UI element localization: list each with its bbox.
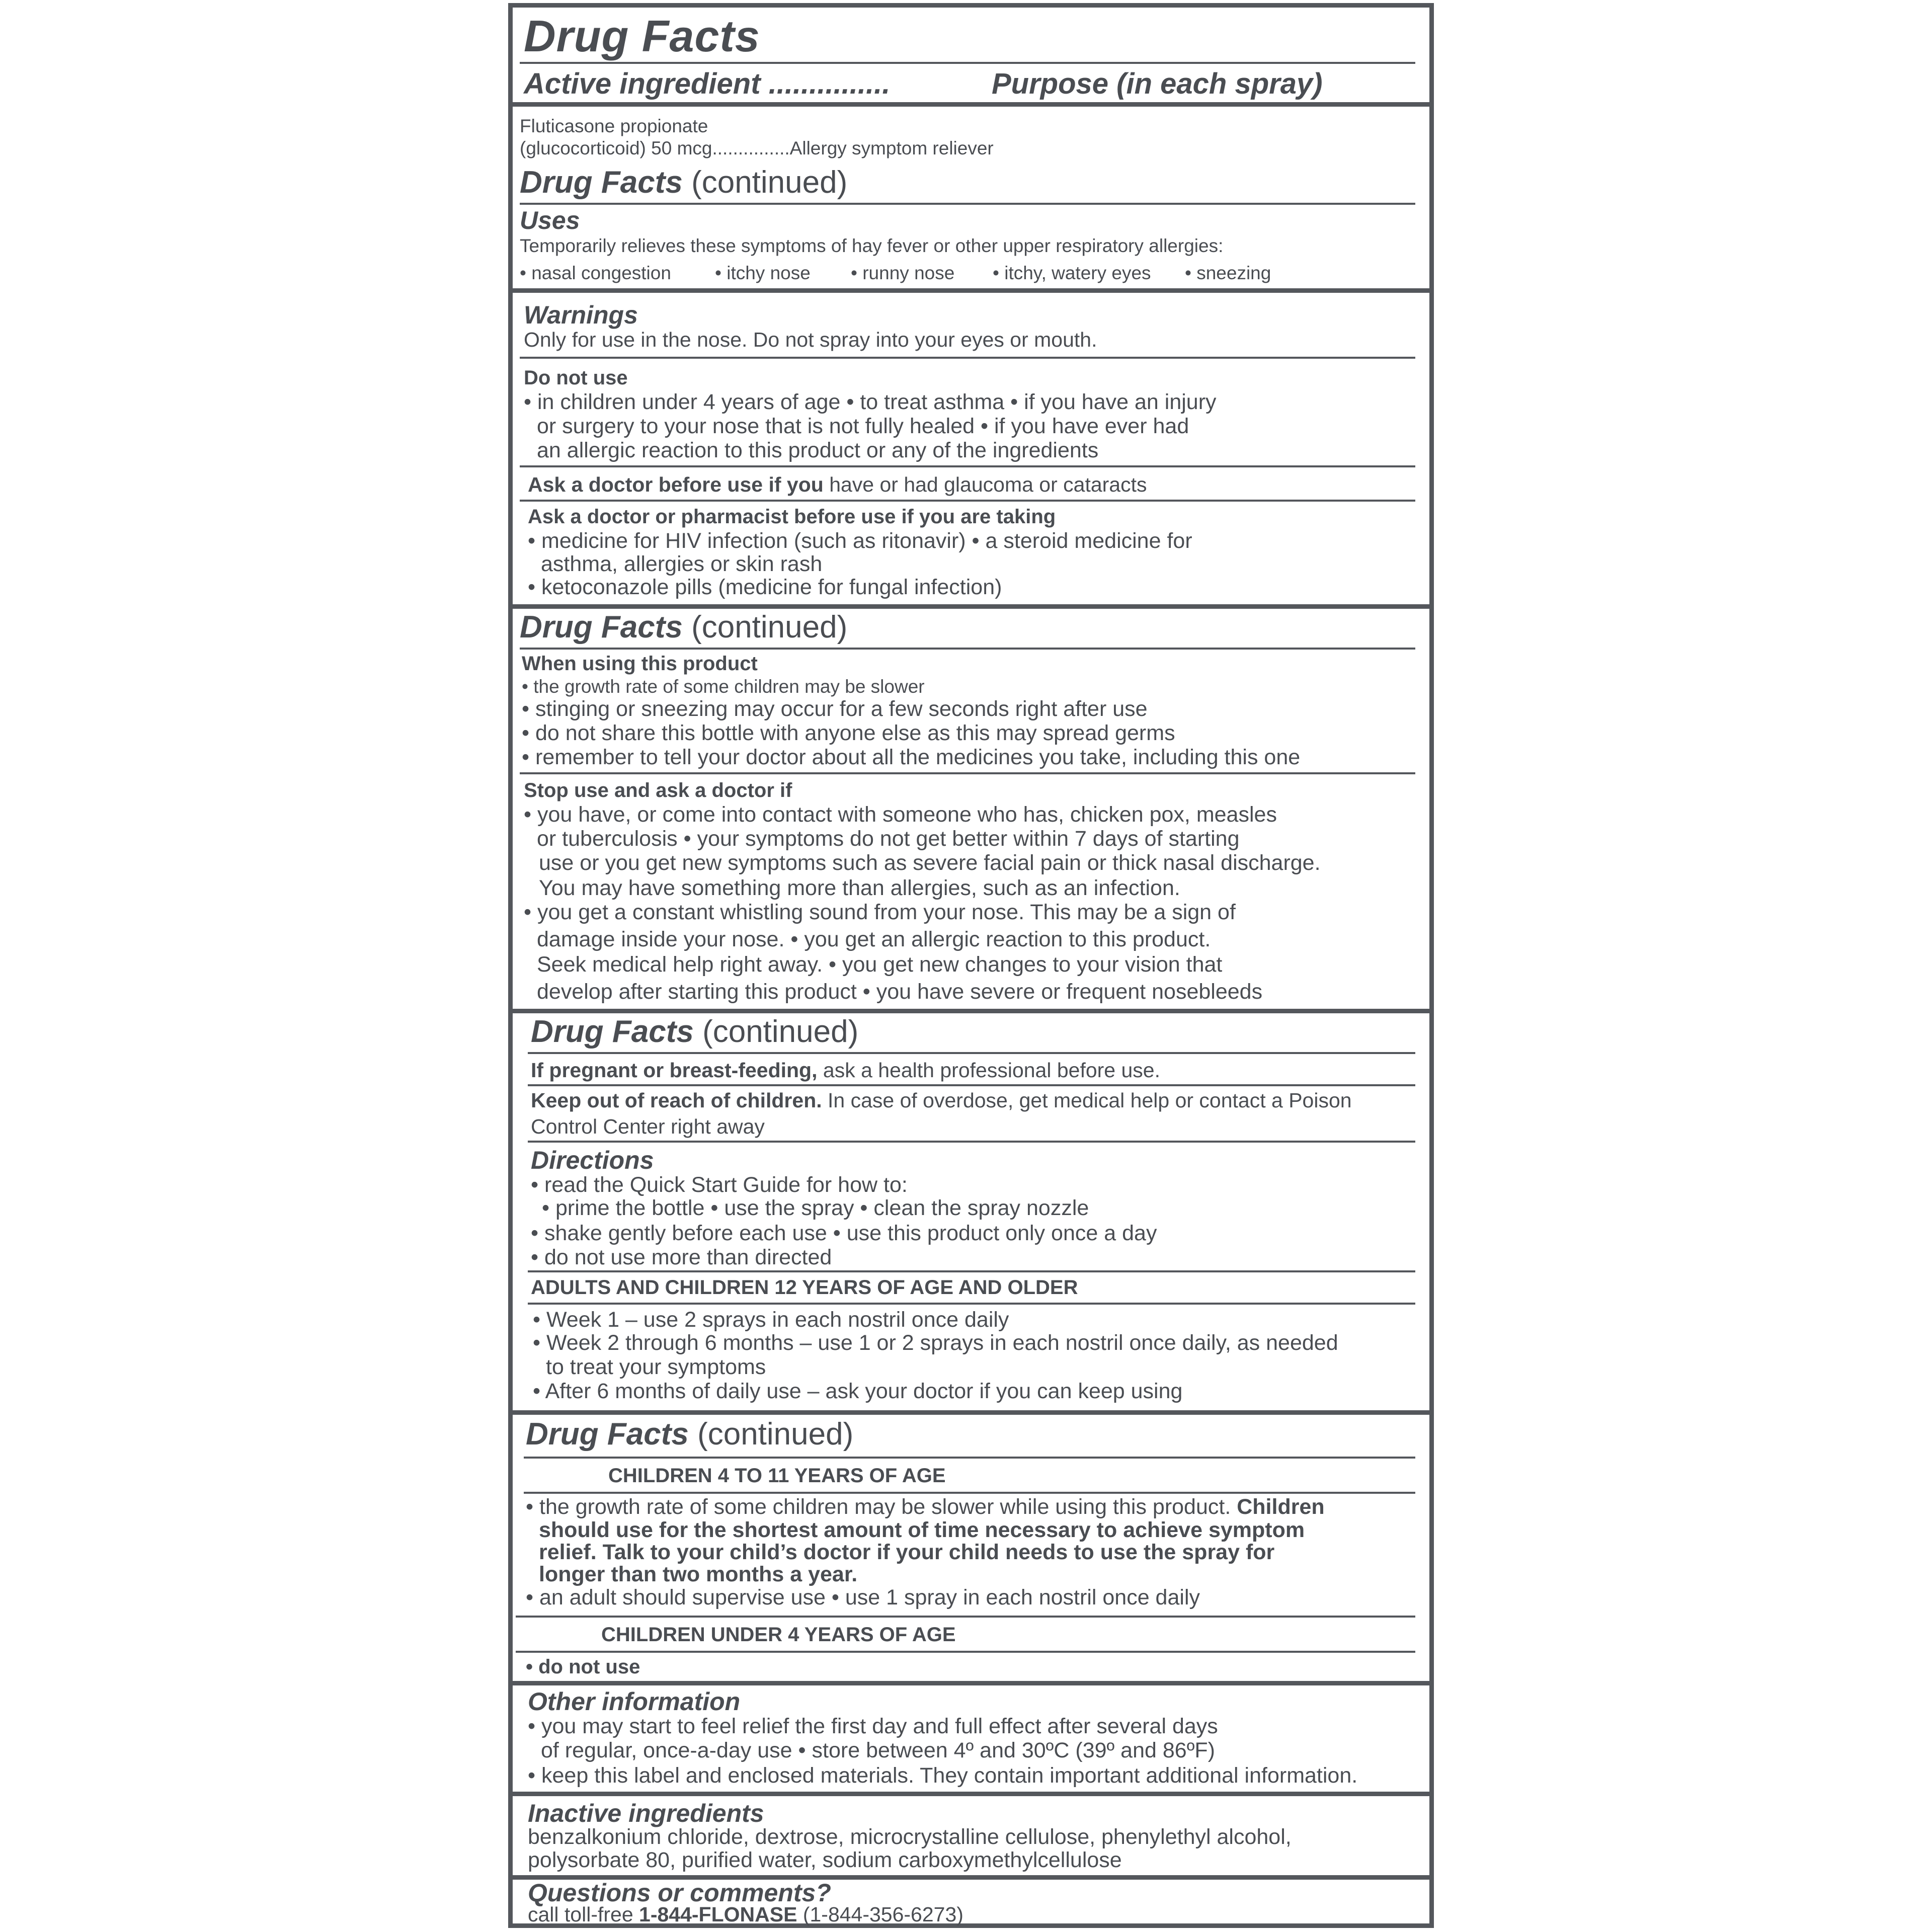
ask-doctor-line: Ask a doctor before use if you have or had glaucoma or cataracts (528, 473, 1147, 496)
when-using-line: • the growth rate of some children may be slower (522, 676, 925, 697)
adults-heading: ADULTS AND CHILDREN 12 YEARS OF AGE AND OLDER (531, 1276, 1078, 1299)
divider (520, 500, 1415, 502)
inactive-line: benzalkonium chloride, dextrose, microcrystalline cellulose, phenylethyl alcohol, (528, 1825, 1292, 1849)
ask-pharmacist-heading: Ask a doctor or pharmacist before use if you are taking (528, 506, 1056, 528)
questions-heading: Questions or comments? (528, 1879, 831, 1907)
section-divider (513, 604, 1429, 609)
section-divider (513, 288, 1429, 293)
children-under-4-line: • do not use (526, 1656, 640, 1678)
warnings-heading: Warnings (524, 301, 638, 329)
stop-use-line: Seek medical help right away. • you get new changes to your vision that (537, 952, 1223, 977)
children-supervise-line: • an adult should supervise use • use 1 spray in each nostril once daily (526, 1585, 1200, 1609)
divider (516, 1651, 1415, 1653)
divider (520, 203, 1415, 205)
other-info-heading: Other information (528, 1687, 741, 1716)
adults-line: • Week 1 – use 2 sprays in each nostril once daily (533, 1308, 1009, 1332)
stop-use-line: • you have, or come into contact with someone who has, chicken pox, measles (524, 802, 1277, 827)
section-divider (513, 1681, 1429, 1685)
divider (528, 1141, 1415, 1143)
when-using-line: • do not share this bottle with anyone else as this may spread germs (522, 721, 1175, 745)
continued-title: Drug Facts (continued) (520, 610, 848, 645)
children-4-11-heading: CHILDREN 4 TO 11 YEARS OF AGE (608, 1465, 946, 1487)
do-not-use-line: • in children under 4 years of age • to treat asthma • if you have an injury (524, 390, 1217, 414)
stop-use-line: develop after starting this product • you have severe or frequent nosebleeds (537, 980, 1263, 1004)
section-divider (513, 1410, 1429, 1415)
keep-out-line: Control Center right away (531, 1115, 765, 1138)
do-not-use-line: an allergic reaction to this product or any of the ingredients (537, 438, 1099, 462)
warnings-intro: Only for use in the nose. Do not spray into your eyes or mouth. (524, 328, 1097, 351)
uses-intro: Temporarily relieves these symptoms of hay fever or other upper respiratory allergies: (520, 235, 1224, 256)
directions-line: • do not use more than directed (531, 1245, 832, 1269)
continued-title: Drug Facts (continued) (526, 1417, 854, 1452)
children-growth-line: • the growth rate of some children may be slower while using this product. Children (526, 1495, 1325, 1519)
drug-facts-title: Drug Facts (524, 11, 760, 61)
uses-item: • sneezing (1185, 263, 1271, 283)
stop-use-line: You may have something more than allergies, such as an infection. (539, 876, 1180, 900)
divider (528, 1270, 1415, 1272)
section-divider (513, 102, 1429, 107)
ask-pharmacist-line: asthma, allergies or skin rash (541, 552, 823, 576)
divider (520, 357, 1415, 359)
divider (520, 465, 1415, 467)
other-info-line: • you may start to feel relief the first day and full effect after several days (528, 1714, 1218, 1738)
inactive-heading: Inactive ingredients (528, 1799, 764, 1827)
adults-line: • After 6 months of daily use – ask your doctor if you can keep using (533, 1379, 1183, 1403)
directions-line: • read the Quick Start Guide for how to: (531, 1173, 908, 1197)
uses-item: • itchy nose (715, 263, 811, 283)
divider (528, 1303, 1415, 1305)
continued-title: Drug Facts (continued) (531, 1014, 859, 1049)
pregnant-line: If pregnant or breast-feeding, ask a health professional before use. (531, 1059, 1160, 1082)
do-not-use-heading: Do not use (524, 367, 628, 389)
ingredient-name: Fluticasone propionate (520, 116, 708, 136)
stop-use-line: • you get a constant whistling sound from your nose. This may be a sign of (524, 900, 1236, 924)
divider (520, 62, 1415, 64)
when-using-line: • remember to tell your doctor about all the medicines you take, including this one (522, 745, 1301, 769)
ask-pharmacist-line: • ketoconazole pills (medicine for fungal infection) (528, 575, 1002, 599)
drug-facts-label (508, 3, 1434, 1928)
children-growth-line: longer than two months a year. (539, 1562, 858, 1586)
stop-use-line: damage inside your nose. • you get an allergic reaction to this product. (537, 927, 1211, 951)
divider (520, 648, 1415, 650)
divider (524, 1457, 1415, 1459)
adults-line: • Week 2 through 6 months – use 1 or 2 sprays in each nostril once daily, as needed (533, 1331, 1338, 1355)
divider (528, 1052, 1415, 1054)
other-info-line: • keep this label and enclosed materials. They contain important additional information. (528, 1763, 1358, 1788)
stop-use-heading: Stop use and ask a doctor if (524, 779, 792, 801)
do-not-use-line: or surgery to your nose that is not fully healed • if you have ever had (537, 414, 1189, 438)
children-under-4-heading: CHILDREN UNDER 4 YEARS OF AGE (601, 1624, 956, 1646)
children-growth-line: should use for the shortest amount of time necessary to achieve symptom (539, 1518, 1305, 1542)
inactive-line: polysorbate 80, purified water, sodium carboxymethylcellulose (528, 1848, 1122, 1872)
divider (516, 1616, 1415, 1618)
stop-use-line: use or you get new symptoms such as severe facial pain or thick nasal discharge. (539, 851, 1321, 875)
divider (524, 1492, 1415, 1494)
ask-pharmacist-line: • medicine for HIV infection (such as ritonavir) • a steroid medicine for (528, 529, 1192, 553)
when-using-heading: When using this product (522, 653, 758, 675)
divider (520, 772, 1415, 774)
stop-use-line: or tuberculosis • your symptoms do not get better within 7 days of starting (537, 827, 1240, 851)
ingredient-purpose: (glucocorticoid) 50 mcg...............Allergy symptom reliever (520, 138, 994, 158)
uses-item: • nasal congestion (520, 263, 671, 283)
directions-line: • prime the bottle • use the spray • clean the spray nozzle (542, 1196, 1089, 1220)
section-divider (513, 1009, 1429, 1013)
uses-item: • runny nose (851, 263, 955, 283)
children-growth-line: relief. Talk to your child’s doctor if your child needs to use the spray for (539, 1540, 1275, 1564)
directions-heading: Directions (531, 1146, 654, 1174)
adults-line: to treat your symptoms (546, 1355, 766, 1379)
keep-out-line: Keep out of reach of children. In case of overdose, get medical help or contact a Poison (531, 1089, 1352, 1112)
section-divider (513, 1792, 1429, 1796)
when-using-line: • stinging or sneezing may occur for a few seconds right after use (522, 697, 1148, 721)
questions-line: call toll-free 1-844-FLONASE (1-844-356-6273) (528, 1903, 963, 1926)
purpose-heading: Purpose (in each spray) (992, 67, 1323, 100)
directions-line: • shake gently before each use • use this product only once a day (531, 1221, 1157, 1245)
continued-title: Drug Facts (continued) (520, 165, 848, 200)
uses-heading: Uses (520, 206, 580, 234)
other-info-line: of regular, once-a-day use • store between 4º and 30ºC (39º and 86ºF) (541, 1738, 1215, 1762)
active-ingredient-heading: Active ingredient ............... (524, 67, 891, 100)
divider (528, 1084, 1415, 1086)
uses-item: • itchy, watery eyes (993, 263, 1151, 283)
